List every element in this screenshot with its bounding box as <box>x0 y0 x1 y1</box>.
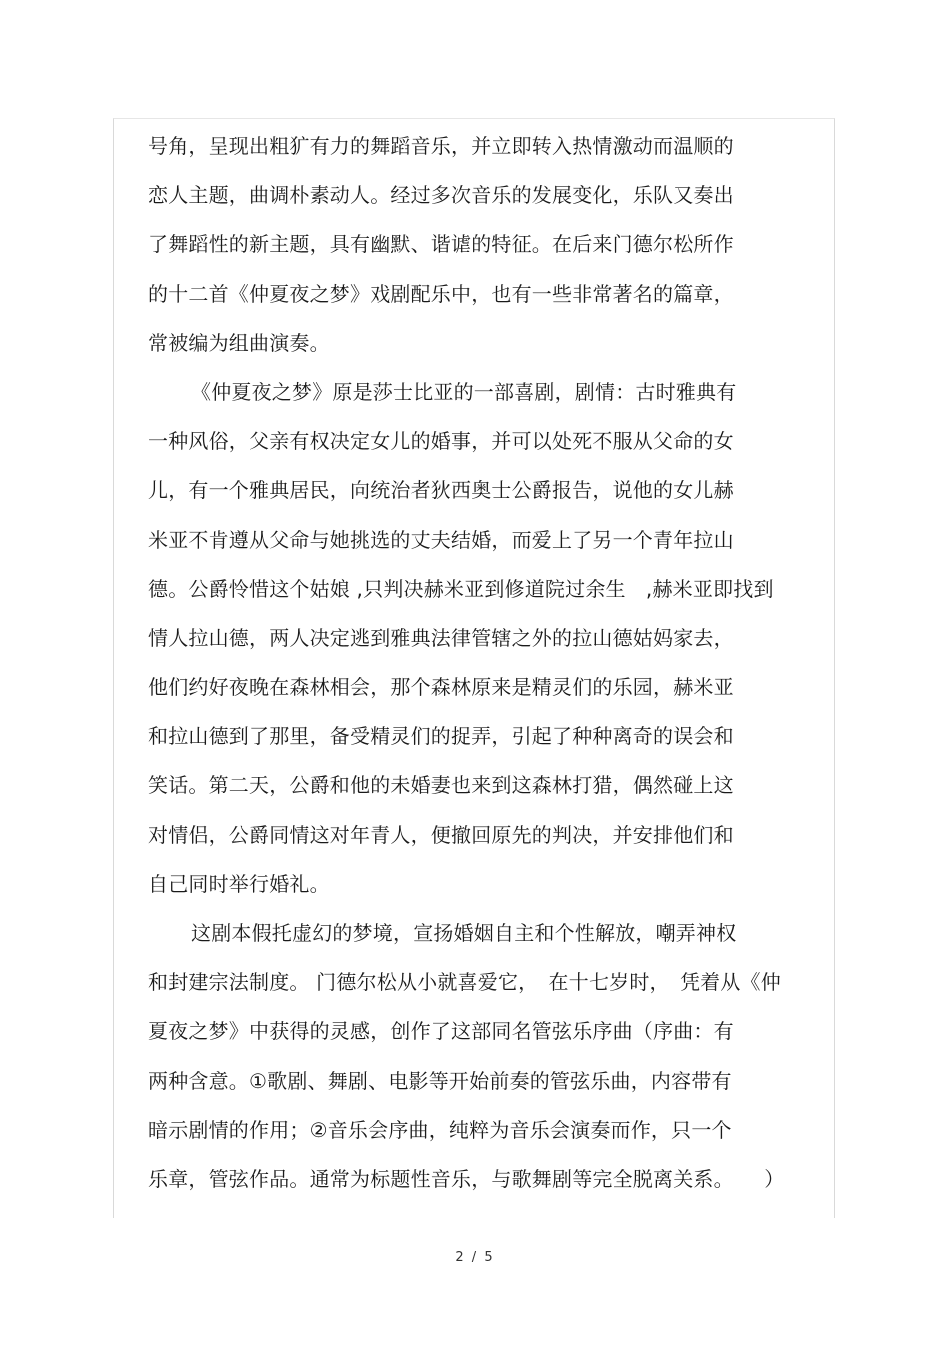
text-line: 一种风俗，父亲有权决定女儿的婚事，并可以处死不服从父命的女 <box>148 429 734 454</box>
text-line: 笑话。第二天，公爵和他的未婚妻也来到这森林打猎，偶然碰上这 <box>148 773 734 798</box>
text-line: 自己同时举行婚礼。 <box>148 871 330 896</box>
paragraph-start-line: 《仲夏夜之梦》原是莎士比亚的一部喜剧，剧情：古时雅典有 <box>191 379 737 404</box>
text-line: 情人拉山德，两人决定逃到雅典法律管辖之外的拉山德姑妈家去， <box>148 625 734 650</box>
text-line: 乐章，管弦作品。通常为标题性音乐，与歌舞剧等完全脱离关系。 ） <box>148 1166 785 1191</box>
text-line: 号角，呈现出粗犷有力的舞蹈音乐，并立即转入热情激动而温顺的 <box>148 134 734 158</box>
paragraph-start-line: 这剧本假托虚幻的梦境，宣扬婚姻自主和个性解放，嘲弄神权 <box>191 921 737 945</box>
text-line: 米亚不肯遵从父命与她挑选的丈夫结婚，而爱上了另一个青年拉山 <box>148 527 734 552</box>
text-line: 恋人主题，曲调朴素动人。经过多次音乐的发展变化，乐队又奏出 <box>148 183 734 208</box>
text-line: 德。公爵怜惜这个姑娘 ,只判决赫米亚到修道院过余生 ,赫米亚即找到 <box>148 576 774 601</box>
text-line: 和拉山德到了那里，备受精灵们的捉弄，引起了种种离奇的误会和 <box>148 724 734 749</box>
page-number: 2 / 5 <box>455 1250 495 1265</box>
text-line: 两种含意。①歌剧、舞剧、电影等开始前奏的管弦乐曲，内容带有 <box>148 1068 732 1093</box>
text-line: 儿，有一个雅典居民，向统治者狄西奥士公爵报告，说他的女儿赫 <box>148 478 734 503</box>
text-line: 他们约好夜晚在森林相会，那个森林原来是精灵们的乐园，赫米亚 <box>148 675 734 700</box>
text-line: 和封建宗法制度。 门德尔松从小就喜爱它， 在十七岁时， 凭着从《仲 <box>148 970 781 995</box>
text-line: 夏夜之梦》中获得的灵感，创作了这部同名管弦乐序曲（序曲：有 <box>148 1019 734 1044</box>
text-line: 对情侣，公爵同情这对年青人，便撤回原先的判决，并安排他们和 <box>148 822 734 847</box>
text-line: 了舞蹈性的新主题，具有幽默、谐谑的特征。在后来门德尔松所作 <box>148 232 734 257</box>
text-line: 常被编为组曲演奏。 <box>148 330 330 355</box>
text-line: 的十二首《仲夏夜之梦》戏剧配乐中，也有一些非常著名的篇章， <box>148 281 734 306</box>
text-line: 暗示剧情的作用；②音乐会序曲，纯粹为音乐会演奏而作，只一个 <box>148 1117 732 1142</box>
document-body <box>148 128 818 1210</box>
